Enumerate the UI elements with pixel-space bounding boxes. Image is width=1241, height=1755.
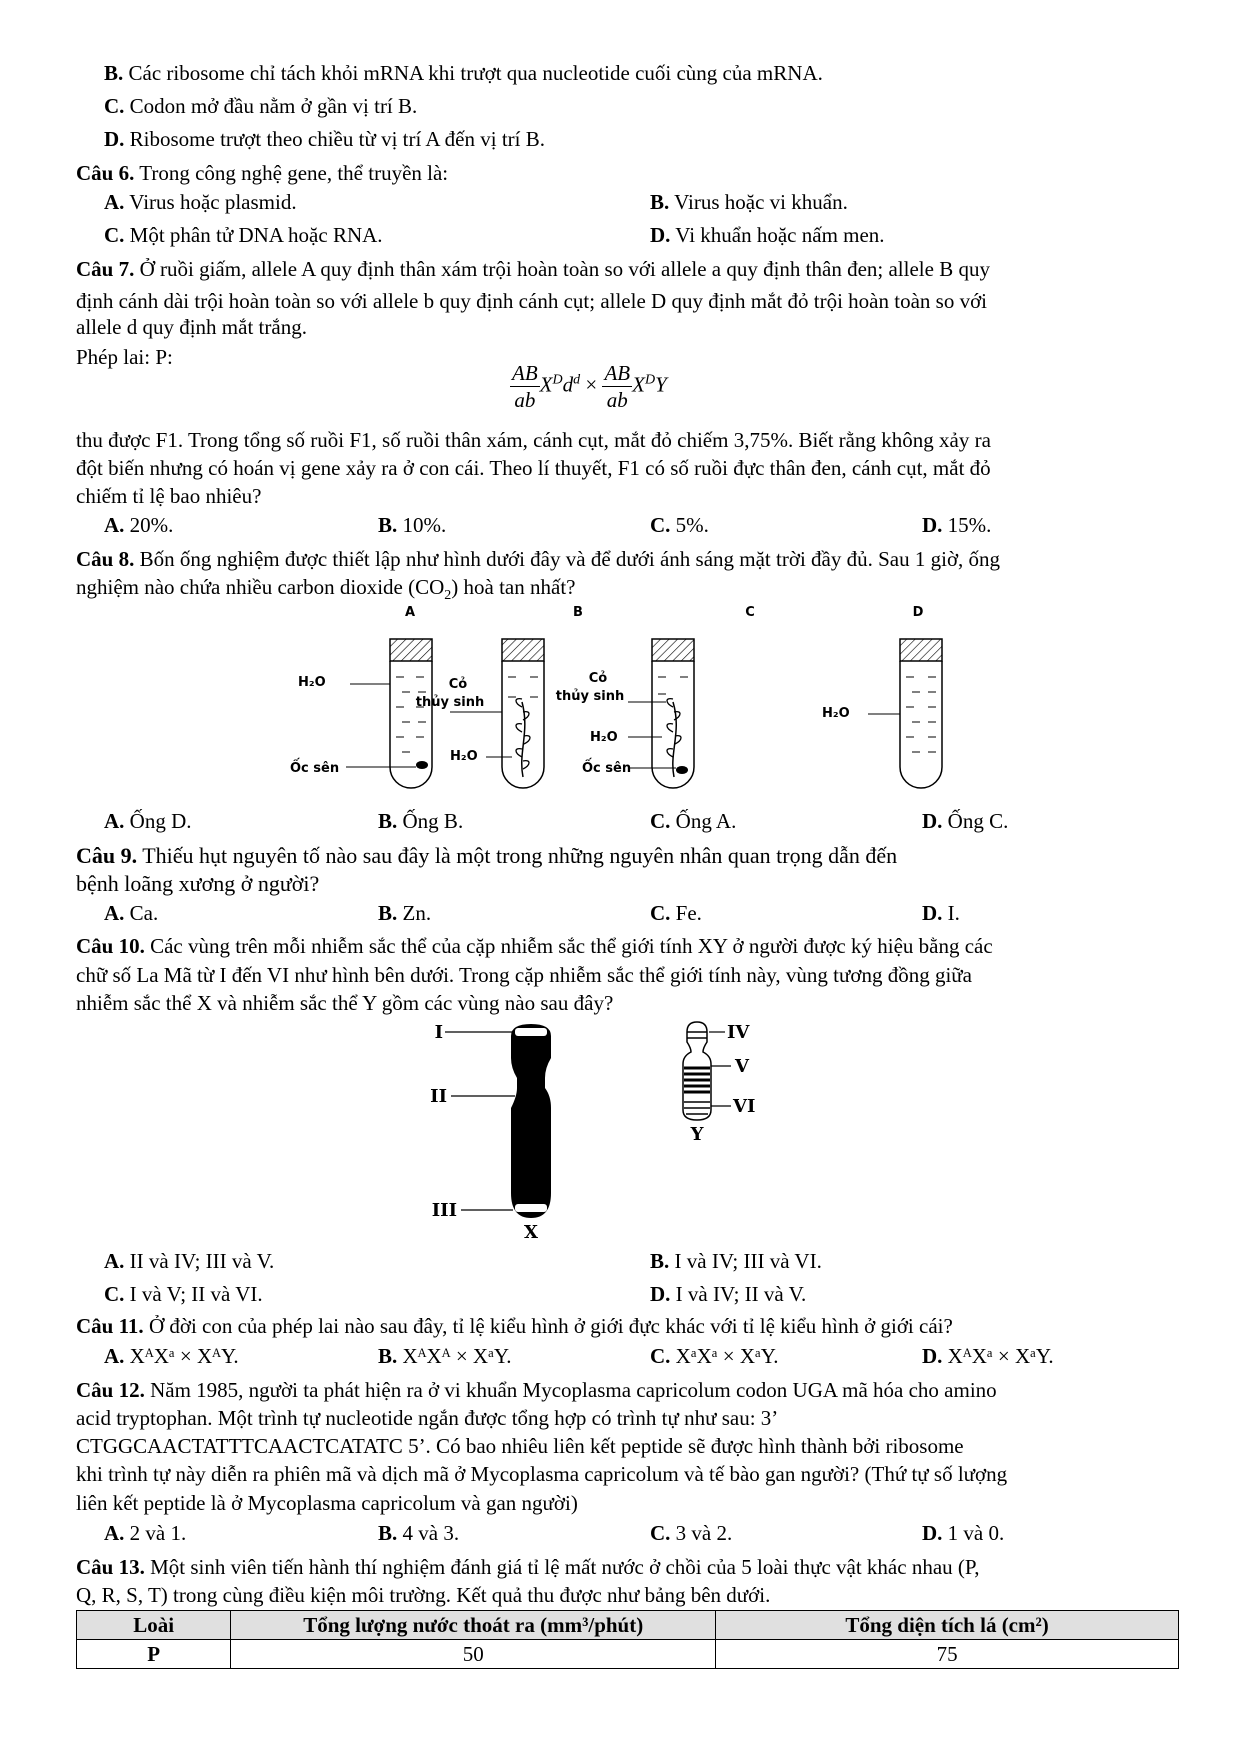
q8-option-b: B. Ống B. [378, 809, 464, 833]
tube-b-plant-label-2: thủy sinh [415, 695, 485, 710]
q8-line2: nghiệm nào chứa nhiều carbon dioxide $(CO_2)$ hoà tan nhất? [76, 575, 576, 604]
q9-line1: Câu 9. Thiếu hụt nguyên tố nào sau đây là một trong những nguyên nhân quan trọng dẫn đến [76, 843, 898, 868]
q7-option-a: A. 20%. [104, 513, 174, 537]
q12-line1: Câu 12. Năm 1985, người ta phát hiện ra ở vi khuẩn Mycoplasma capricolum codon UGA mã hóa cho amino [76, 1378, 997, 1402]
region-vi-label: VI [733, 1096, 756, 1117]
tube-b [450, 639, 544, 788]
region-iii-label: III [431, 1200, 457, 1221]
q10-option-b: B. I và IV; III và VI. [650, 1249, 822, 1273]
q13-line1: Câu 13. Một sinh viên tiến hành thí nghiệm đánh giá tỉ lệ mất nước ở chồi của 5 loài thực vật khác nhau (P, [76, 1555, 980, 1579]
table-header-row [77, 1611, 1179, 1640]
region-ii-label: II [430, 1086, 447, 1107]
q10-line1: Câu 10. Các vùng trên mỗi nhiễm sắc thể của cặp nhiễm sắc thể giới tính XY ở người được ký hiệu bằng các [76, 934, 993, 958]
q8-test-tubes-figure [290, 602, 1010, 792]
y-chromosome [683, 1022, 711, 1120]
tube-b-h2o-label: H₂O [450, 749, 478, 764]
q12-option-d: D. 1 và 0. [922, 1521, 1005, 1545]
tube-label-b: B [573, 605, 583, 620]
table-row [77, 1640, 1179, 1669]
tube-c-snail-label: Ốc sên [582, 761, 632, 776]
q10-option-d: D. I và IV; II và V. [650, 1282, 807, 1306]
q11-option-c: C. XᵃXᵃ × XᵃY. [650, 1344, 779, 1368]
q12-line4: khi trình tự này diễn ra phiên mã và dịch mã ở Mycoplasma capricolum và tế bào gan người? (Thứ tự số lượng [76, 1462, 1008, 1486]
q13-line2: Q, R, S, T) trong cùng điều kiện môi trường. Kết quả thu được như bảng bên dưới. [76, 1583, 771, 1607]
q12-option-a: A. 2 và 1. [104, 1521, 187, 1545]
col-header-species: Loài [77, 1611, 231, 1640]
tube-a [346, 639, 432, 788]
q11-stem: Câu 11. Ở đời con của phép lai nào sau đây, tỉ lệ kiểu hình ở giới đực khác với tỉ lệ kiểu hình ở giới cái? [76, 1314, 953, 1338]
q11-option-b: B. XᴬXᴬ × XᵃY. [378, 1344, 512, 1368]
q8-line1: Câu 8. Bốn ống nghiệm được thiết lập như hình dưới đây và để dưới ánh sáng mặt trời đầy đủ. Sau 1 giờ, ống [76, 547, 1001, 571]
q9-line2: bệnh loãng xương ở người? [76, 871, 320, 896]
q7-line6: chiếm tỉ lệ bao nhiêu? [76, 484, 262, 508]
tube-label-c: C [745, 605, 755, 620]
q10-line2: chữ số La Mã từ I đến VI như hình bên dưới. Trong cặp nhiễm sắc thể giới tính này, vùng tương đồng giữa [76, 963, 972, 987]
tube-c-plant-label-2: thủy sinh [555, 689, 625, 704]
q6-stem: Câu 6. Trong công nghệ gene, thể truyền là: [76, 161, 449, 185]
q5-option-c: C. Codon mở đầu nằm ở gần vị trí B. [104, 94, 418, 118]
q11-option-d: D. XᴬXᵃ × XᵃY. [922, 1344, 1054, 1368]
q7-option-d: D. 15%. [922, 513, 992, 537]
q7-line2: định cánh dài trội hoàn toàn so với allele b quy định cánh cụt; allele D quy định mắt đỏ trội hoàn toàn so với [76, 289, 988, 313]
col-header-water-loss: Tổng lượng nước thoát ra (mm³/phút) [231, 1611, 716, 1640]
q12-option-b: B. 4 và 3. [378, 1521, 460, 1545]
q6-option-a: A. Virus hoặc plasmid. [104, 190, 297, 214]
tube-c-plant-label-1: Cỏ [588, 671, 608, 686]
q10-xy-chromosome-figure [425, 1018, 825, 1240]
q8-option-c: C. Ống A. [650, 809, 737, 833]
q9-option-a: A. Ca. [104, 901, 159, 925]
tube-d [868, 639, 942, 788]
q9-option-c: C. Fe. [650, 901, 702, 925]
q7-cross-formula: $\frac{AB}{ab}$ $X^Dd^d$ × $\frac{AB}{ab}$ $X^DY$ [512, 361, 667, 412]
cell-water-loss: 50 [231, 1640, 716, 1669]
y-label: Y [690, 1124, 704, 1145]
q10-option-c: C. I và V; II và VI. [104, 1282, 263, 1306]
region-i-label: I [434, 1022, 443, 1043]
region-v-label: V [735, 1056, 749, 1077]
q8-option-a: A. Ống D. [104, 809, 192, 833]
tube-d-h2o-label: H₂O [822, 706, 850, 721]
col-header-leaf-area: Tổng diện tích lá (cm²) [716, 1611, 1179, 1640]
q7-option-b: B. 10%. [378, 513, 447, 537]
q12-line5: liên kết peptide là ở Mycoplasma capricolum và gan người) [76, 1491, 578, 1515]
tube-b-plant-label-1: Cỏ [448, 677, 468, 692]
q7-line5: đột biến nhưng có hoán vị gene xảy ra ở con cái. Theo lí thuyết, F1 có số ruồi đực thân đen, cánh cụt, mắt đỏ [76, 456, 991, 480]
tube-label-d: D [912, 605, 924, 620]
cell-leaf-area: 75 [716, 1640, 1179, 1669]
tube-a-snail-label: Ốc sên [290, 761, 340, 776]
tube-label-a: A [404, 605, 416, 620]
q11-option-a: A. XᴬXᵃ × XᴬY. [104, 1344, 239, 1368]
q7-option-c: C. 5%. [650, 513, 709, 537]
x-label: X [524, 1222, 538, 1240]
q10-option-a: A. II và IV; III và V. [104, 1249, 275, 1273]
q7-line4: thu được F1. Trong tổng số ruồi F1, số ruồi thân xám, cánh cụt, mắt đỏ chiếm 3,75%. Biết rằng không xảy ra [76, 428, 991, 452]
q10-line3: nhiễm sắc thể X và nhiễm sắc thể Y gồm các vùng nào sau đây? [76, 991, 614, 1015]
q13-data-table [76, 1610, 1179, 1669]
q9-option-d: D. I. [922, 901, 960, 925]
x-chromosome [511, 1024, 551, 1218]
q7-line1: Câu 7. Ở ruồi giấm, allele A quy định thân xám trội hoàn toàn so với allele a quy định thân đen; allele B quy [76, 257, 990, 281]
q7-cross-label: Phép lai: P: [76, 345, 173, 369]
q12-line2: acid tryptophan. Một trình tự nucleotide ngắn được tổng hợp có trình tự như sau: 3’ [76, 1406, 779, 1430]
q5-option-b: B. Các ribosome chỉ tách khỏi mRNA khi trượt qua nucleotide cuối cùng của mRNA. [104, 61, 823, 85]
q6-option-c: C. Một phân tử DNA hoặc RNA. [104, 223, 383, 247]
region-iv-label: IV [727, 1022, 750, 1043]
q6-option-b: B. Virus hoặc vi khuẩn. [650, 190, 848, 214]
tube-c [628, 639, 694, 788]
q8-option-d: D. Ống C. [922, 809, 1009, 833]
q5-option-d: D. Ribosome trượt theo chiều từ vị trí A đến vị trí B. [104, 127, 546, 151]
cell-species: P [77, 1640, 231, 1669]
tube-c-h2o-label: H₂O [590, 730, 618, 745]
q9-option-b: B. Zn. [378, 901, 432, 925]
tube-a-h2o-label: H₂O [298, 675, 326, 690]
q12-option-c: C. 3 và 2. [650, 1521, 733, 1545]
q12-line3: CTGGCAACTATTTCAACTCATATC 5’. Có bao nhiêu liên kết peptide sẽ được hình thành bởi ribosome [76, 1434, 964, 1458]
q7-line3: allele d quy định mắt trắng. [76, 315, 307, 339]
q6-option-d: D. Vi khuẩn hoặc nấm men. [650, 223, 885, 247]
